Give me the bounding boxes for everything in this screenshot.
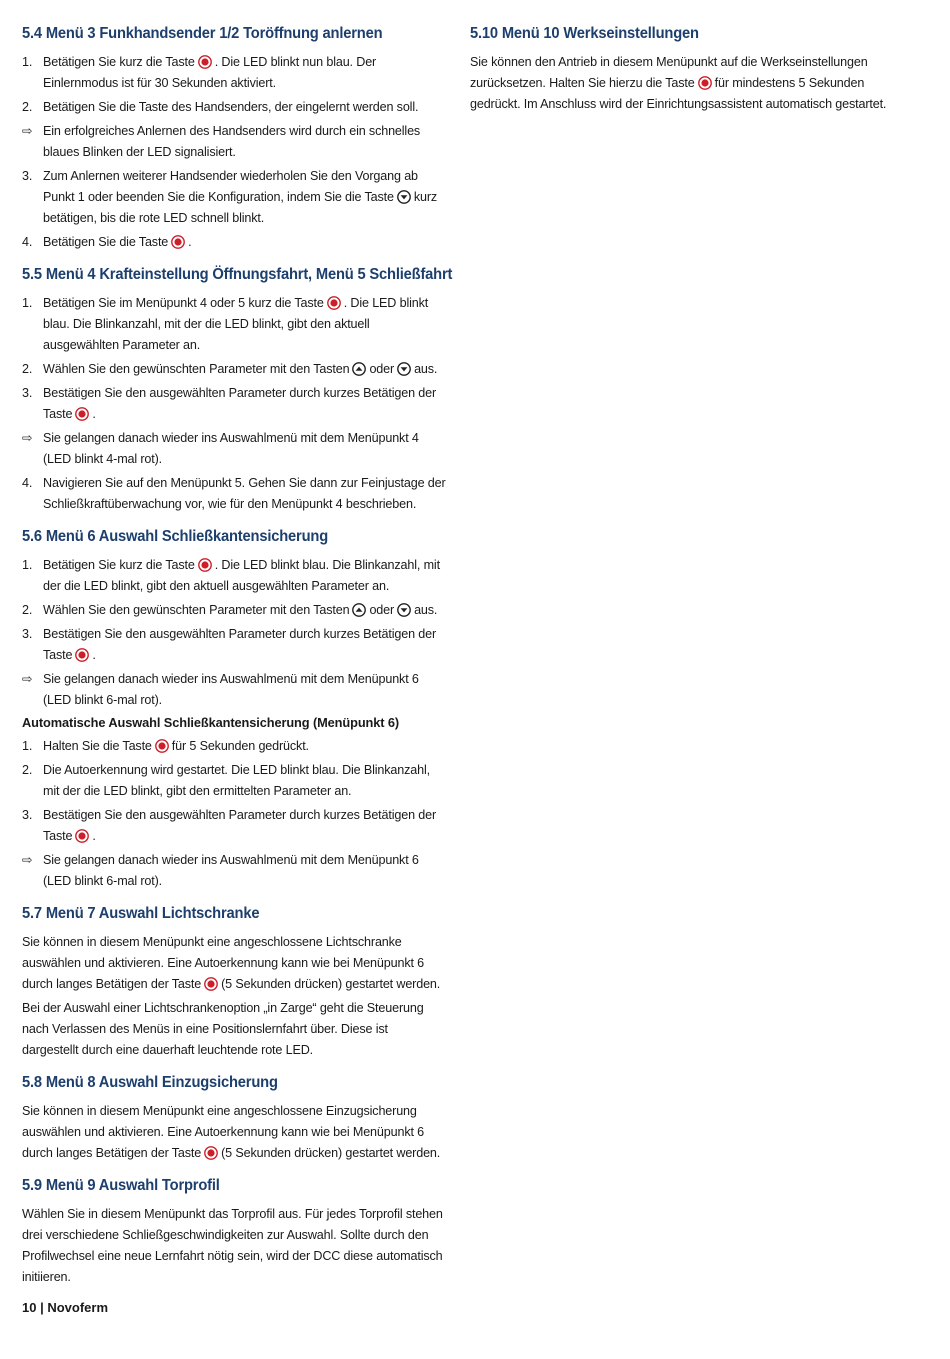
result-item: ⇨ Sie gelangen danach wieder ins Auswahlmenü mit dem Menüpunkt 6 (LED blinkt 6-mal rot). [22,850,446,892]
red-button-icon [75,829,89,843]
paragraph: Sie können in diesem Menüpunkt eine angeschlossene Lichtschranke auswählen und aktivieren. Eine Autoerkennung kann wie bei Menüpunkt 6 durch langes Betätigen der Taste (5 Sekunden drücken) gestartet werden. [22,935,441,991]
list-item: 1. Betätigen Sie kurz die Taste . Die LED blinkt nun blau. Der Einlernmodus ist für 30 Sekunden aktiviert. [22,55,377,90]
section-title: 5.10 Menü 10 Werkseinstellungen [470,25,699,42]
list-item: 2. Die Autoerkennung wird gestartet. Die LED blinkt blau. Die Blinkanzahl, mit der die LED blinkt, gibt den ermittelten Parameter an. [22,763,430,798]
section-title: 5.4 Menü 3 Funkhandsender 1/2 Toröffnung anlernen [22,25,383,42]
list-item: 2. Betätigen Sie die Taste des Handsenders, der eingelernt werden soll. [22,100,419,114]
list-item: 3. Bestätigen Sie den ausgewählten Parameter durch kurzes Betätigen der Taste . [22,627,437,662]
page-footer: 10 | Novoferm [22,1300,108,1315]
list-item: 3. Bestätigen Sie den ausgewählten Parameter durch kurzes Betätigen der Taste . [22,808,437,843]
result-item: ⇨ Sie gelangen danach wieder ins Auswahlmenü mit dem Menüpunkt 6 (LED blinkt 6-mal rot). [22,669,446,711]
red-button-icon [171,235,185,249]
red-button-icon [155,739,169,753]
arrow-icon: ⇨ [22,672,33,686]
arrow-icon: ⇨ [22,853,33,867]
section-5-5 [22,263,453,515]
paragraph: Sie können in diesem Menüpunkt eine angeschlossene Einzugsicherung auswählen und aktivieren. Eine Autoerkennung kann wie bei Menüpunkt 6 durch langes Betätigen der Taste (5 Sekunden drücken) gestartet werden. [22,1104,441,1160]
result-item: ⇨ Sie gelangen danach wieder ins Auswahlmenü mit dem Menüpunkt 4 (LED blinkt 4-mal rot). [22,428,446,470]
section-5-9 [22,1174,446,1288]
red-button-icon [204,977,218,991]
section-5-7 [22,902,446,1061]
section-title: 5.6 Menü 6 Auswahl Schließkantensicherung [22,528,329,545]
down-button-icon [397,603,411,617]
paragraph: Sie können den Antrieb in diesem Menüpunkt auf die Werkseinstellungen zurücksetzen. Halten Sie hierzu die Taste für mindestens 5 Sekunden gedrückt. Im Anschluss wird der Einrichtungsassistent automatisch gestartet. [470,55,887,111]
section-5-8 [22,1071,446,1164]
up-button-icon [352,603,366,617]
list-item: 2. Wählen Sie den gewünschten Parameter mit den Tasten oder aus. [22,603,438,617]
section-title: 5.7 Menü 7 Auswahl Lichtschranke [22,905,260,922]
subsection-title: Automatische Auswahl Schließkantensicherung (Menüpunkt 6) [22,715,400,730]
list-item: 3. Bestätigen Sie den ausgewählten Parameter durch kurzes Betätigen der Taste . [22,386,437,421]
list-item: 3. Zum Anlernen weiterer Handsender wiederholen Sie den Vorgang ab Punkt 1 oder beenden Sie die Konfiguration, indem Sie die Taste kurz betätigen, bis die rote LED schnell blinkt. [22,169,438,225]
up-button-icon [352,362,366,376]
list-item: 1. Halten Sie die Taste für 5 Sekunden gedrückt. [22,739,309,753]
list-item: 1. Betätigen Sie im Menüpunkt 4 oder 5 kurz die Taste . Die LED blinkt blau. Die Blinkanzahl, mit der die LED blinkt, gibt den aktuell ausgewählten Parameter an. [22,296,429,352]
paragraph: Wählen Sie in diesem Menüpunkt das Torprofil aus. Für jedes Torprofil stehen drei verschiedene Schließgeschwindigkeiten zur Auswahl. Sollte durch den Profilwechsel eine neue Lernfahrt nötig sein, wird der DCC diese automatisch initiieren. [22,1207,443,1284]
list-item: 2. Wählen Sie den gewünschten Parameter mit den Tasten oder aus. [22,362,438,376]
red-button-icon [327,296,341,310]
section-5-10 [470,22,894,115]
red-button-icon [204,1146,218,1160]
section-title: 5.5 Menü 4 Krafteinstellung Öffnungsfahrt, Menü 5 Schließfahrt [22,266,453,283]
list-item: 1. Betätigen Sie kurz die Taste . Die LED blinkt blau. Die Blinkanzahl, mit der die LED blinkt, gibt den aktuell ausgewählten Parameter an. [22,558,440,593]
red-button-icon [198,558,212,572]
paragraph: Bei der Auswahl einer Lichtschrankenoption „in Zarge“ geht die Steuerung nach Verlassen des Menüs in eine Positionslernfahrt über. Diese ist dargestellt durch eine dauerhaft leuchtende rote LED. [22,1001,424,1057]
red-button-icon [75,407,89,421]
result-item: ⇨ Ein erfolgreiches Anlernen des Handsenders wird durch ein schnelles blaues Blinken der LED signalisiert. [22,121,446,163]
arrow-icon: ⇨ [22,431,33,445]
red-button-icon [698,76,712,90]
section-title: 5.8 Menü 8 Auswahl Einzugsicherung [22,1074,278,1091]
red-button-icon [75,648,89,662]
section-5-4 [22,22,446,253]
section-5-6 [22,525,446,892]
arrow-icon: ⇨ [22,124,33,138]
left-column [22,22,453,1298]
down-button-icon [397,190,411,204]
section-title: 5.9 Menü 9 Auswahl Torprofil [22,1177,220,1194]
down-button-icon [397,362,411,376]
list-item: 4. Navigieren Sie auf den Menüpunkt 5. Gehen Sie dann zur Feinjustage der Schließkraftüberwachung vor, wie für den Menüpunkt 4 beschrieben. [22,476,446,511]
list-item: 4. Betätigen Sie die Taste . [22,235,192,249]
right-column [470,22,894,125]
red-button-icon [198,55,212,69]
